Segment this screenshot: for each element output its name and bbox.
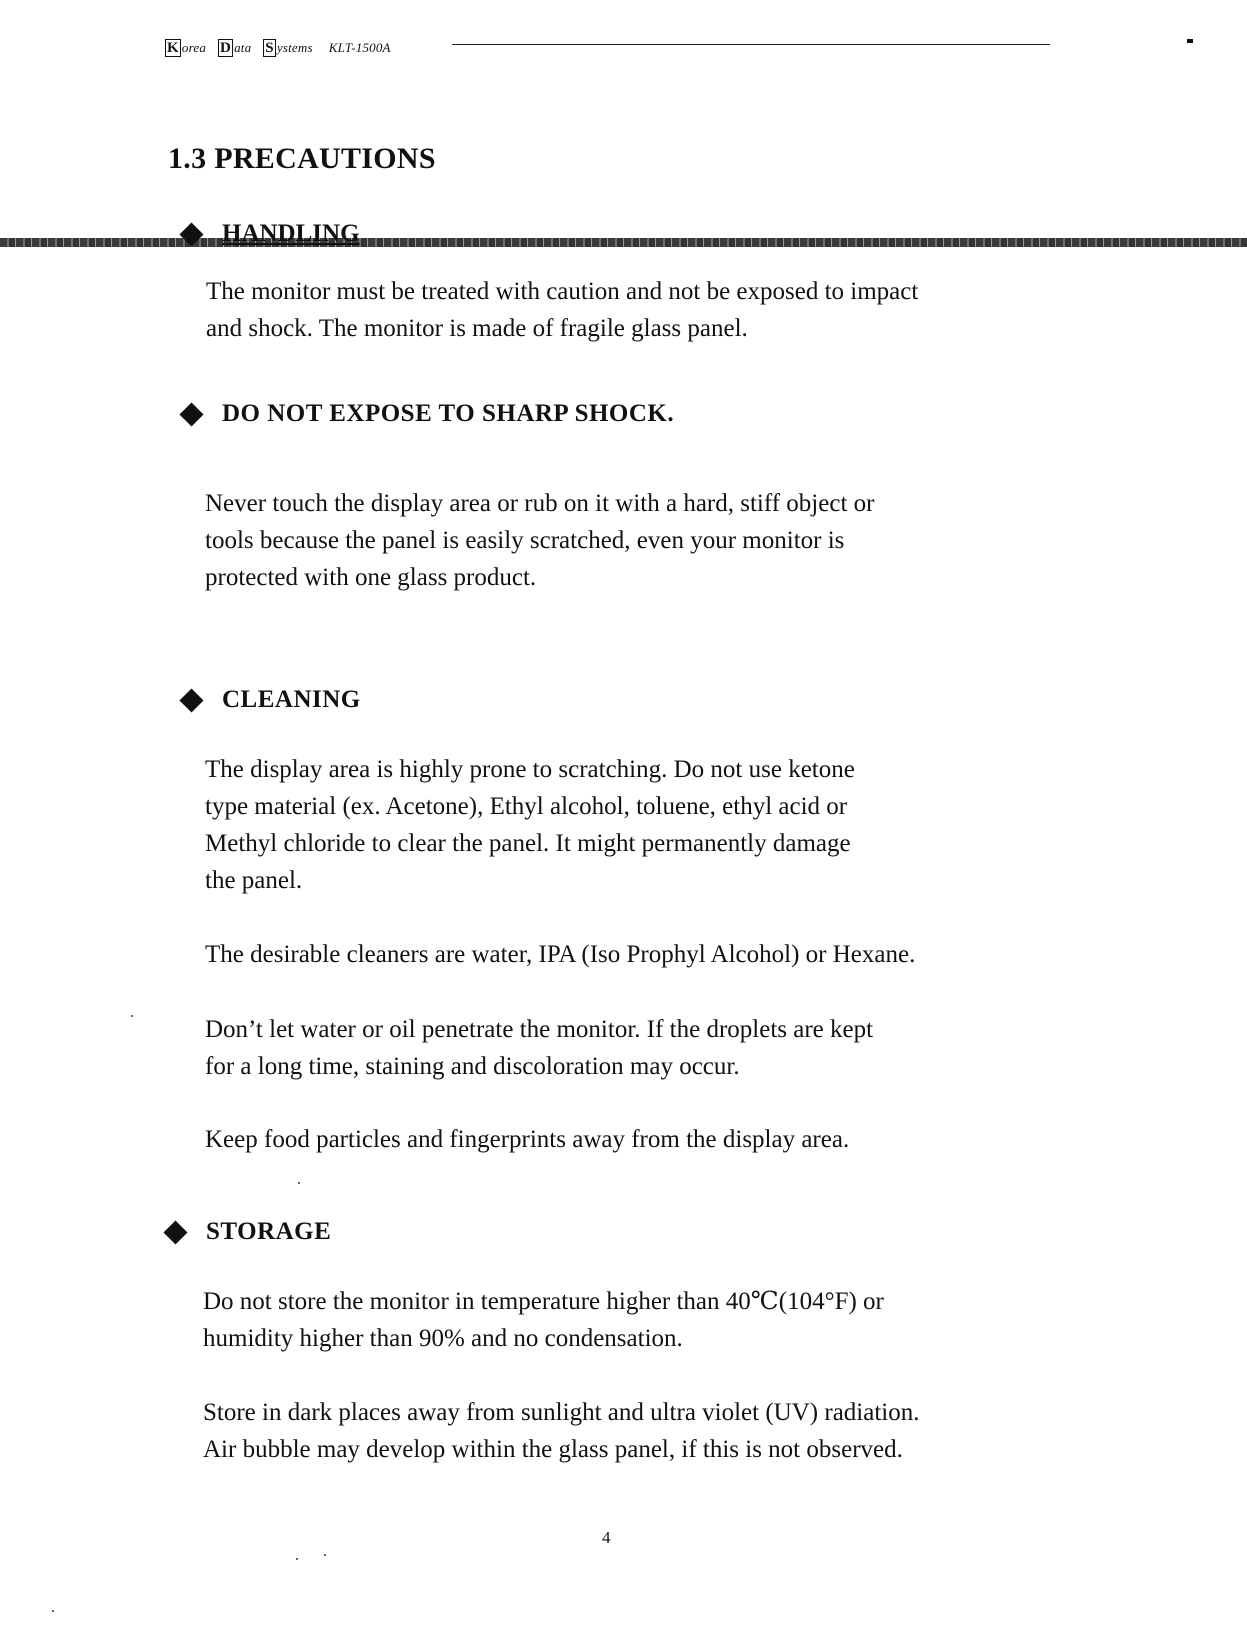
sharp-shock-paragraph (205, 485, 874, 596)
scan-speck (298, 1182, 300, 1184)
cleaning-paragraph-4 (205, 1121, 849, 1158)
logo-word-rest: ystems (276, 40, 313, 55)
section-title: 1.3 PRECAUTIONS (168, 142, 436, 175)
handling-paragraph (206, 273, 918, 347)
company-word-data (218, 39, 251, 57)
storage-heading (164, 1218, 331, 1246)
diamond-bullet-icon (163, 1220, 187, 1244)
text-line: The desirable cleaners are water, IPA (Iso Prophyl Alcohol) or Hexane. (205, 941, 916, 968)
scan-speck (324, 1554, 326, 1556)
text-line: The display area is highly prone to scratching. Do not use ketone (205, 756, 855, 783)
sharp-shock-heading-text: DO NOT EXPOSE TO SHARP SHOCK. (222, 400, 675, 427)
text-line: humidity higher than 90% and no condensation. (203, 1325, 683, 1352)
diamond-bullet-icon (179, 688, 203, 712)
text-line: type material (ex. Acetone), Ethyl alcohol, toluene, ethyl acid or (205, 793, 848, 820)
page-number: 4 (602, 1528, 611, 1547)
text-line: and shock. The monitor is made of fragile glass panel. (206, 315, 748, 342)
text-line: Never touch the display area or rub on it with a hard, stiff object or (205, 490, 875, 517)
text-line: Store in dark places away from sunlight and ultra violet (UV) radiation. (203, 1399, 920, 1426)
handling-heading-text: HANDLING (222, 220, 360, 247)
company-word-systems (263, 39, 312, 57)
text-line: the panel. (205, 867, 303, 894)
scan-speck (52, 1610, 54, 1612)
cleaning-paragraph-1 (205, 751, 855, 899)
text-line: Don’t let water or oil penetrate the monitor. If the droplets are kept (205, 1016, 874, 1043)
scan-mark (1187, 39, 1193, 43)
text-line: Do not store the monitor in temperature higher than 40℃(104°F) or (203, 1288, 884, 1315)
logo-initial-s: S (265, 40, 274, 56)
diamond-bullet-icon (179, 222, 203, 246)
storage-paragraph-1 (203, 1283, 884, 1357)
scan-speck (131, 1015, 133, 1017)
cleaning-heading (180, 686, 361, 714)
company-word-korea (165, 39, 206, 57)
cleaning-heading-text: CLEANING (222, 686, 361, 713)
model-number: KLT-1500A (328, 40, 391, 55)
logo-word-rest: ata (234, 40, 252, 55)
sharp-shock-heading (180, 400, 674, 428)
storage-paragraph-2 (203, 1394, 919, 1468)
logo-initial-k: K (167, 40, 179, 56)
logo-word-rest: orea (181, 40, 207, 55)
cleaning-paragraph-2 (205, 936, 915, 973)
logo-initial-d: D (220, 40, 232, 56)
storage-heading-text: STORAGE (206, 1218, 332, 1245)
handling-heading (180, 220, 360, 248)
text-line: Methyl chloride to clear the panel. It might permanently damage (205, 830, 851, 857)
text-line: for a long time, staining and discoloration may occur. (205, 1053, 740, 1080)
text-line: protected with one glass product. (205, 564, 537, 591)
header-rule (452, 44, 1050, 45)
text-line: Keep food particles and fingerprints away from the display area. (205, 1126, 850, 1153)
text-line: tools because the panel is easily scratched, even your monitor is (205, 527, 845, 554)
diamond-bullet-icon (179, 402, 203, 426)
text-line: Air bubble may develop within the glass panel, if this is not observed. (203, 1436, 903, 1463)
running-header (165, 36, 391, 60)
cleaning-paragraph-3 (205, 1011, 873, 1085)
text-line: The monitor must be treated with caution and not be exposed to impact (206, 278, 919, 305)
scan-speck (296, 1558, 298, 1560)
